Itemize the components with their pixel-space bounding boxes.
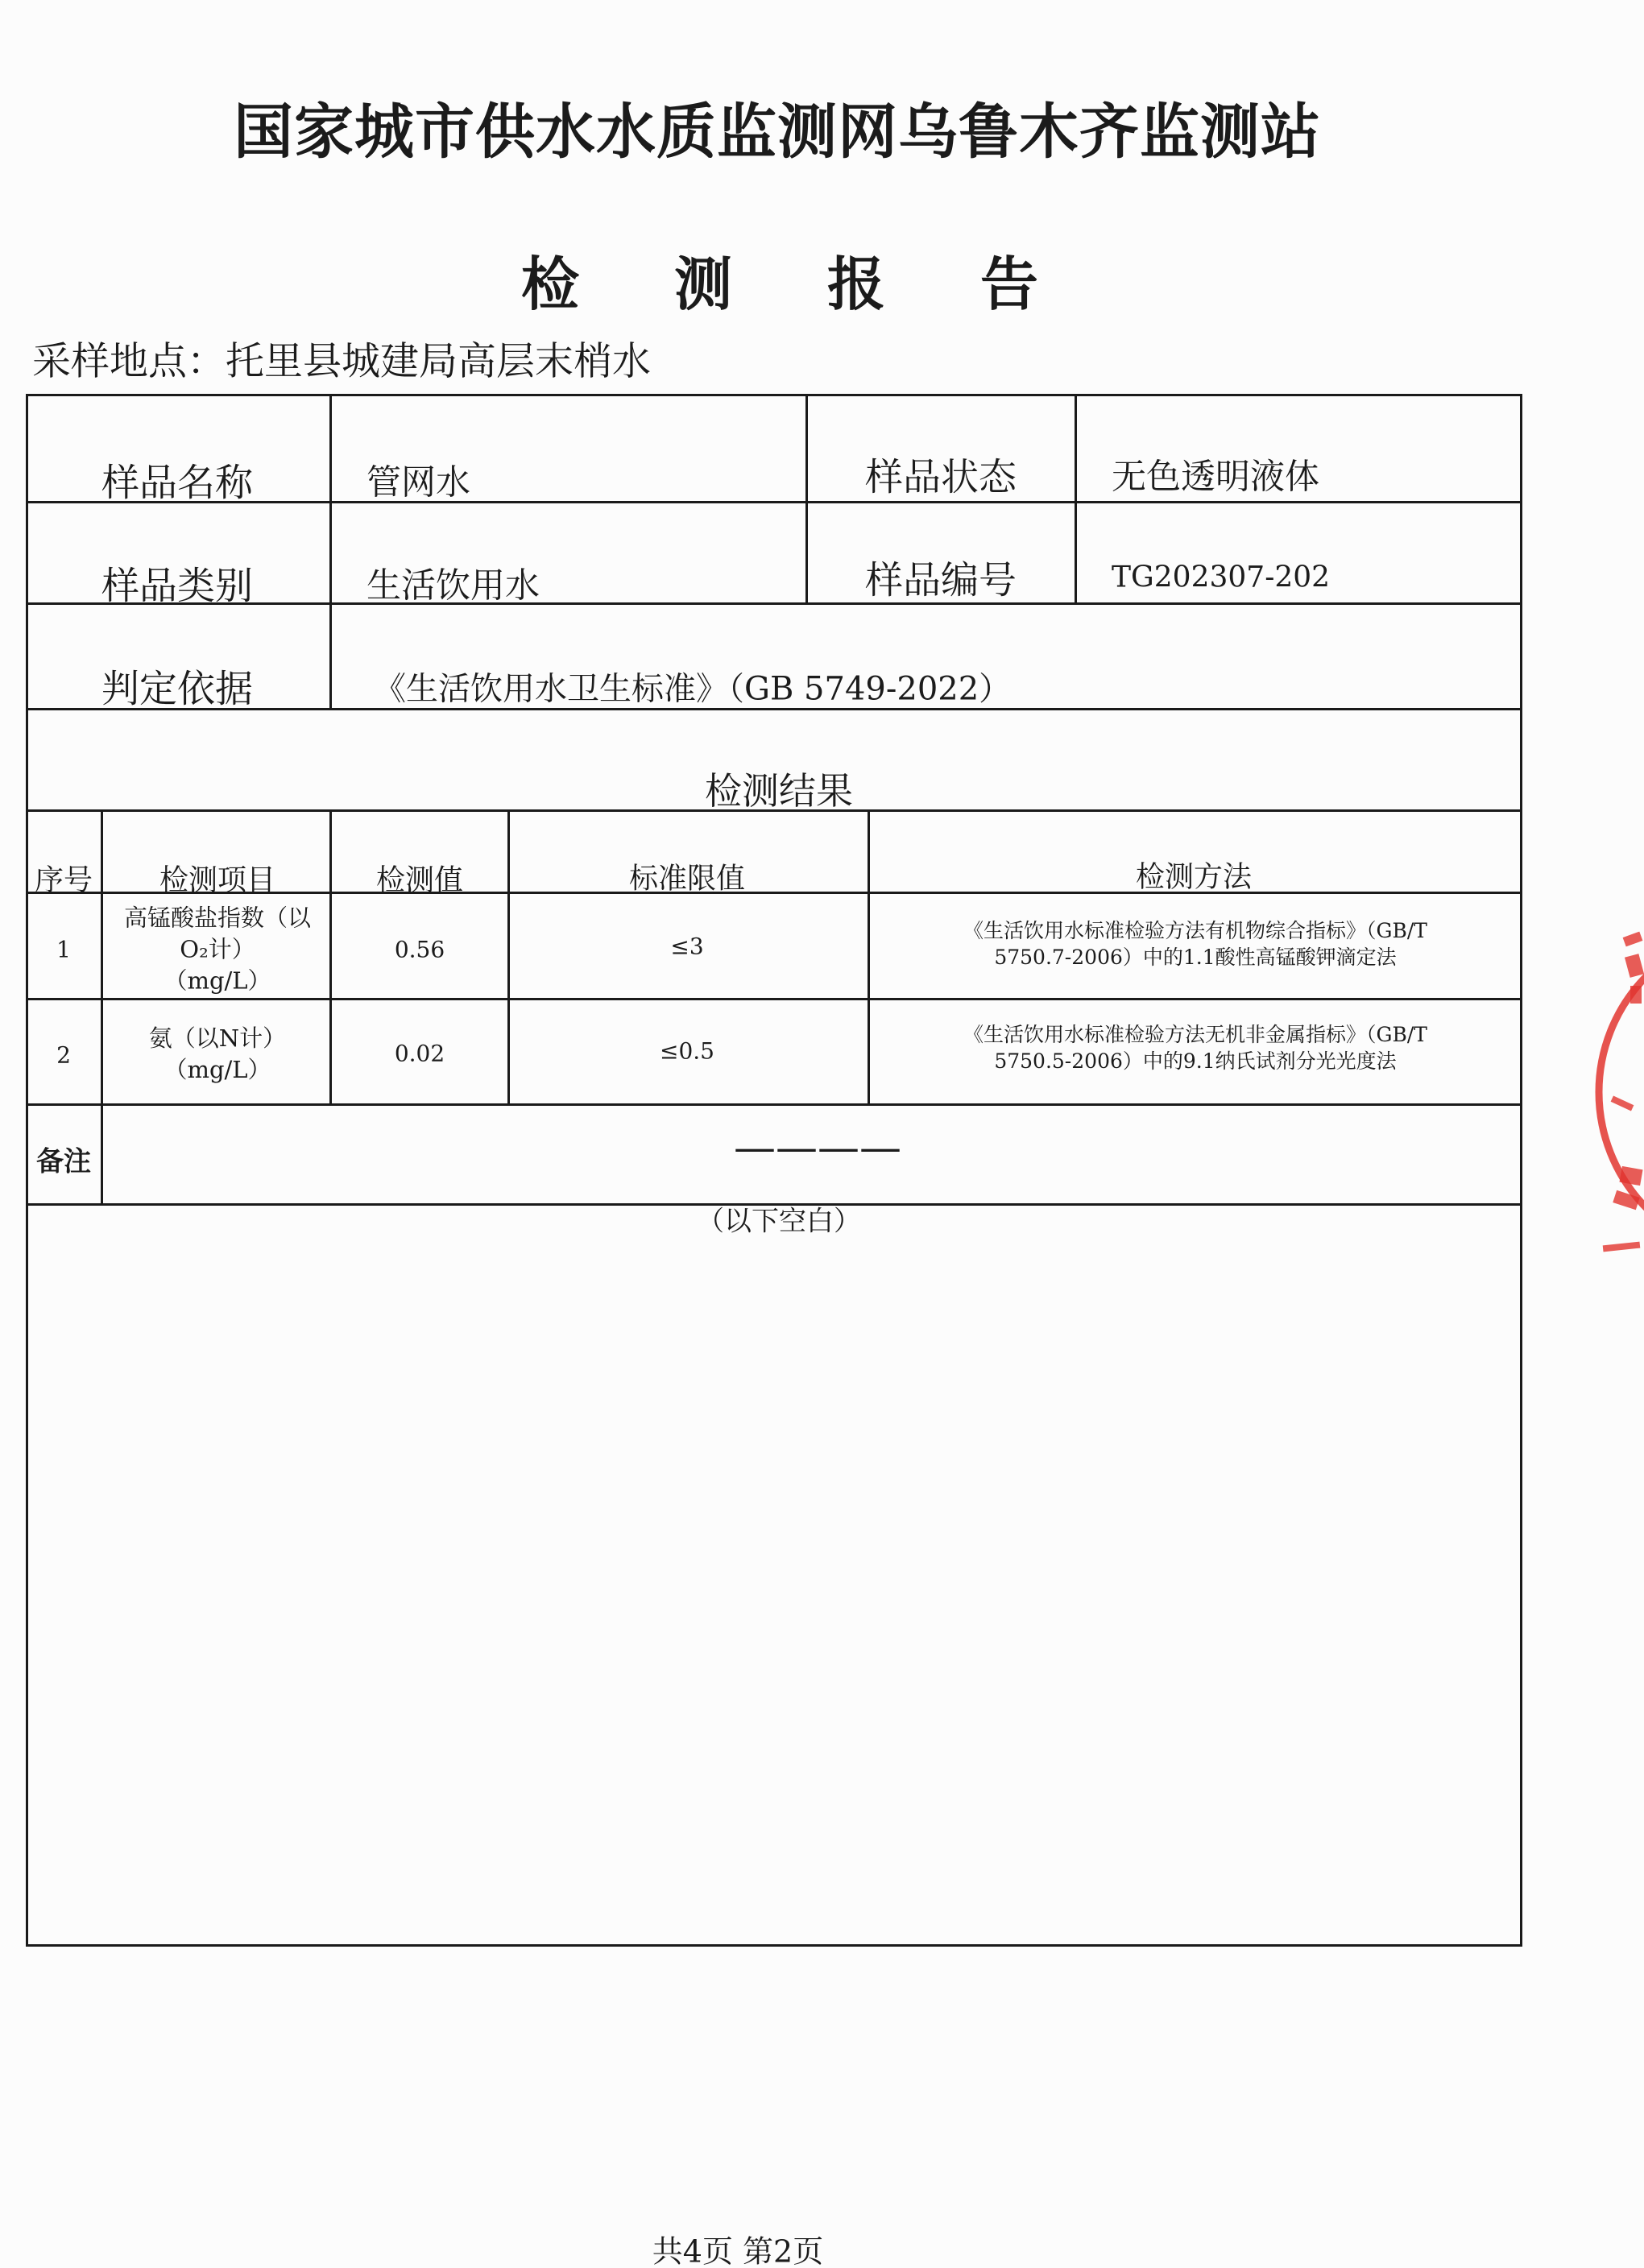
result-method bbox=[963, 917, 1427, 971]
organization-title: 国家城市供水水质监测网乌鲁木齐监测站 bbox=[234, 97, 1321, 167]
row-divider bbox=[26, 998, 1522, 1000]
blank-below-note: （以下空白） bbox=[697, 1205, 861, 1238]
result-value: 0.02 bbox=[394, 1040, 445, 1067]
remarks-label: 备注 bbox=[36, 1145, 91, 1178]
column-header-method: 检测方法 bbox=[1135, 860, 1253, 894]
column-header-limit: 标准限值 bbox=[628, 862, 746, 896]
result-method-line: 5750.7-2006）中的1.1酸性高锰酸钾滴定法 bbox=[994, 946, 1397, 969]
column-divider bbox=[329, 810, 332, 1104]
result-item-line: （mg/L） bbox=[164, 1056, 271, 1083]
sample-category-label: 样品类别 bbox=[101, 564, 253, 609]
result-item-line: 高锰酸盐指数（以 bbox=[123, 904, 312, 932]
sampling-location-value: 托里县城建局高层末梢水 bbox=[226, 338, 652, 384]
seal-fragment bbox=[1630, 986, 1642, 1004]
result-item-line: 氨（以N计） bbox=[148, 1024, 287, 1052]
column-divider bbox=[868, 810, 870, 1104]
result-limit: ≤0.5 bbox=[660, 1037, 714, 1065]
result-item bbox=[149, 1023, 286, 1086]
seal-fragment bbox=[1623, 932, 1643, 947]
results-title: 检测结果 bbox=[705, 769, 853, 813]
sample-state-value: 无色透明液体 bbox=[1112, 457, 1319, 498]
result-item-line: O₂计） bbox=[180, 935, 255, 963]
sampling-location-label: 采样地点： bbox=[32, 338, 226, 384]
sample-name-value: 管网水 bbox=[366, 462, 470, 503]
judgment-basis-label: 判定依据 bbox=[101, 667, 253, 712]
result-no: 1 bbox=[56, 936, 71, 963]
result-limit: ≤3 bbox=[670, 933, 704, 960]
result-no: 2 bbox=[56, 1041, 71, 1069]
result-value: 0.56 bbox=[394, 936, 445, 963]
column-header-no: 序号 bbox=[34, 863, 93, 897]
sample-name-label: 样品名称 bbox=[101, 461, 253, 506]
column-divider bbox=[507, 810, 510, 1104]
row-divider bbox=[26, 1103, 1522, 1106]
column-divider bbox=[329, 394, 332, 709]
sample-state-label: 样品状态 bbox=[865, 455, 1017, 500]
result-method-line: 《生活饮用水标准检验方法有机物综合指标》（GB/T bbox=[963, 919, 1427, 942]
seal-fragment bbox=[1625, 954, 1644, 978]
column-divider bbox=[1075, 394, 1077, 603]
column-divider bbox=[805, 394, 808, 603]
column-header-item: 检测项目 bbox=[159, 863, 276, 897]
sample-category-value: 生活饮用水 bbox=[366, 565, 540, 606]
sampling-location bbox=[32, 330, 651, 386]
column-header-value: 检测值 bbox=[375, 863, 464, 897]
report-table bbox=[26, 394, 1522, 1947]
remarks-value: ———— bbox=[734, 1124, 901, 1172]
result-method-line: 《生活饮用水标准检验方法无机非金属指标》（GB/T bbox=[963, 1023, 1427, 1046]
sample-number-value: TG202307-202 bbox=[1112, 561, 1331, 594]
result-item-line: （mg/L） bbox=[164, 966, 271, 995]
result-method-line: 5750.5-2006）中的9.1纳氏试剂分光光度法 bbox=[994, 1049, 1397, 1073]
result-item bbox=[124, 903, 311, 997]
result-method bbox=[963, 1021, 1427, 1074]
seal-ring bbox=[1599, 927, 1644, 1257]
sample-number-label: 样品编号 bbox=[865, 558, 1017, 603]
judgment-basis-value: 《生活饮用水卫生标准》（GB 5749-2022） bbox=[374, 670, 1012, 708]
seal-fragment bbox=[1603, 1242, 1641, 1252]
seal-fragment bbox=[1611, 1095, 1634, 1111]
report-title: 检测报告 bbox=[521, 250, 1134, 318]
official-seal bbox=[1579, 902, 1644, 1289]
page-number: 共4页 第2页 bbox=[652, 2233, 824, 2268]
column-divider bbox=[101, 810, 103, 1204]
